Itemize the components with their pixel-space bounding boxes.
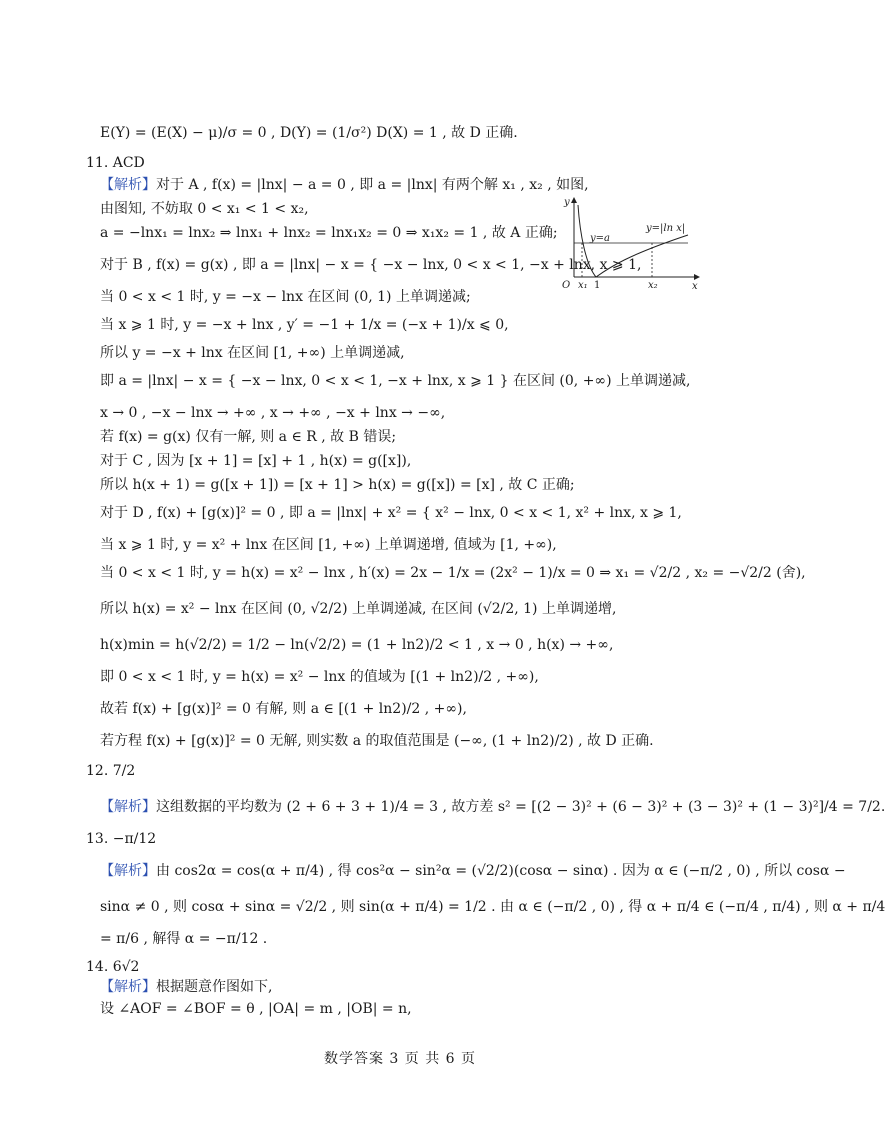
q12-text: 这组数据的平均数为 (2 + 6 + 3 + 1)/4 = 3 , 故方差 s² = [(2 − 3)² + (6 − 3)² + (3 − 3)² + (1 − 3)²]/4 = 7/2. (156, 799, 885, 815)
q13-text-0: 由 cos2α = cos(α + π/4) , 得 cos²α − sin²α = (√2/2)(cosα − sinα) . 因为 α ∈ (−π/2 , 0) , 所以 cosα − (156, 863, 846, 879)
q11-line-19: 若方程 f(x) + [g(x)]² = 0 无解, 则实数 a 的取值范围是 (−∞, (1 + ln2)/2) , 故 D 正确. (100, 733, 654, 749)
q11-line-2: a = −lnx₁ = lnx₂ ⇒ lnx₁ + lnx₂ = lnx₁x₂ = 0 ⇒ x₁x₂ = 1 , 故 A 正确; (100, 225, 558, 241)
q11-line-1: 由图知, 不妨取 0 < x₁ < 1 < x₂, (100, 201, 309, 217)
label-y-axis: y (564, 197, 570, 208)
q11-line-16: h(x)min = h(√2/2) = 1/2 − ln(√2/2) = (1 + ln2)/2 < 1 , x → 0 , h(x) → +∞, (100, 637, 614, 653)
q13-line-1: sinα ≠ 0 , 则 cosα + sinα = √2/2 , 则 sin(α + π/4) = 1/2 . 由 α ∈ (−π/2 , 0) , 得 α + π/4 ∈ (−π/4 , π/4) , 则 α + π/4 (100, 899, 885, 915)
q12-tag: 【解析】 (100, 799, 156, 815)
q14-line-0 (100, 978, 272, 996)
ln-abs-graph (548, 195, 700, 291)
q13-number: 13. −π/12 (86, 831, 157, 847)
q11-line-5: 当 x ⩾ 1 时, y = −x + lnx , y′ = −1 + 1/x = (−x + 1)/x ⩽ 0, (100, 317, 509, 333)
y-axis-arrow (571, 197, 577, 203)
q11-line-8: x → 0 , −x − lnx → +∞ , x → +∞ , −x + lnx → −∞, (100, 405, 446, 421)
q11-tag: 【解析】 (100, 177, 156, 193)
q11-number: 11. ACD (86, 155, 145, 171)
x-axis-arrow (694, 274, 700, 280)
label-x-axis: x (692, 281, 698, 292)
q14-line-1: 设 ∠AOF = ∠BOF = θ , |OA| = m , |OB| = n, (100, 1001, 412, 1017)
label-line-a: y=a (590, 233, 610, 244)
label-curve: y=|ln x| (646, 223, 686, 234)
q11-line-9: 若 f(x) = g(x) 仅有一解, 则 a ∈ R , 故 B 错误; (100, 429, 397, 445)
q14-text-0: 根据题意作图如下, (156, 979, 273, 995)
label-tick-x1: x₁ (578, 280, 588, 291)
q11-line-18: 故若 f(x) + [g(x)]² = 0 有解, 则 a ∈ [(1 + ln2)/2 , +∞), (100, 701, 467, 717)
q11-line-0 (100, 176, 589, 194)
q11-line-11: 所以 h(x + 1) = g([x + 1]) = [x + 1] > h(x) = g([x]) = [x] , 故 C 正确; (100, 477, 575, 493)
q12-number: 12. 7/2 (86, 763, 136, 779)
q11-line-15: 所以 h(x) = x² − lnx 在区间 (0, √2/2) 上单调递减, 在区间 (√2/2, 1) 上单调递增, (100, 601, 617, 617)
q13-line-2: = π/6 , 解得 α = −π/12 . (100, 931, 268, 947)
q11-text-0: 对于 A , f(x) = |lnx| − a = 0 , 即 a = |lnx| 有两个解 x₁ , x₂ , 如图, (156, 177, 589, 193)
q11-line-3: 对于 B , f(x) = g(x) , 即 a = |lnx| − x = { −x − lnx, 0 < x < 1, −x + lnx, x ⩾ 1, (100, 257, 642, 273)
q11-line-10: 对于 C , 因为 [x + 1] = [x] + 1 , h(x) = g([x]), (100, 453, 412, 469)
q13-tag: 【解析】 (100, 863, 156, 879)
page-footer: 数学答案 3 页 共 6 页 (323, 1051, 477, 1067)
q11-line-6: 所以 y = −x + lnx 在区间 [1, +∞) 上单调递减, (100, 345, 405, 361)
q11-line-12: 对于 D , f(x) + [g(x)]² = 0 , 即 a = |lnx| + x² = { x² − lnx, 0 < x < 1, x² + lnx, x ⩾ 1, (100, 505, 682, 521)
q11-line-14: 当 0 < x < 1 时, y = h(x) = x² − lnx , h′(x) = 2x − 1/x = (2x² − 1)/x = 0 ⇒ x₁ = √2/2 , x₂ = −√2/2 (舍), (100, 565, 806, 581)
eyd-line: E(Y) = (E(X) − μ)/σ = 0 , D(Y) = (1/σ²) D(X) = 1 , 故 D 正确. (100, 125, 518, 141)
label-tick-x2: x₂ (648, 280, 658, 291)
q11-line-7: 即 a = |lnx| − x = { −x − lnx, 0 < x < 1, −x + lnx, x ⩾ 1 } 在区间 (0, +∞) 上单调递减, (100, 373, 691, 389)
label-tick-one: 1 (594, 280, 601, 291)
q13-line-0 (100, 862, 846, 880)
q14-tag: 【解析】 (100, 979, 156, 995)
q11-line-17: 即 0 < x < 1 时, y = h(x) = x² − lnx 的值域为 [(1 + ln2)/2 , +∞), (100, 669, 539, 685)
q12-line (100, 798, 885, 816)
q11-line-13: 当 x ⩾ 1 时, y = x² + lnx 在区间 [1, +∞) 上单调递增, 值域为 [1, +∞), (100, 537, 557, 553)
q11-line-4: 当 0 < x < 1 时, y = −x − lnx 在区间 (0, 1) 上单调递减; (100, 289, 471, 305)
label-origin: O (562, 280, 571, 291)
q14-number: 14. 6√2 (86, 959, 140, 975)
